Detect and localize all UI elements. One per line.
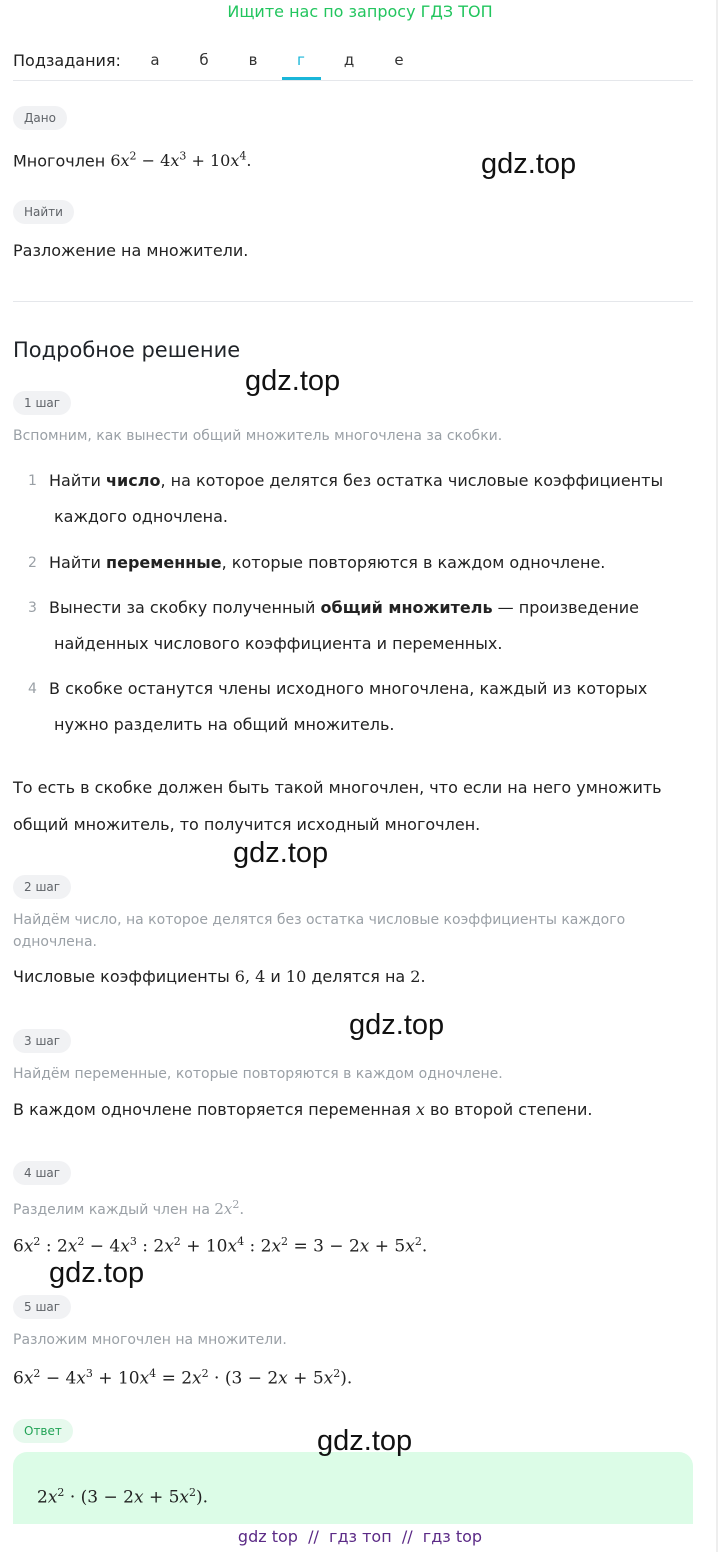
list-item: 1 Найти число, на которое делятся без остатка числовые коэффициенты каждого одночлена. [28, 471, 664, 526]
step-3-chip: 3 шаг [13, 1029, 71, 1053]
step-5-chip: 5 шаг [13, 1295, 71, 1319]
step-1-hint: Вспомним, как вынести общий множитель многочлена за скобки. [13, 428, 503, 444]
watermark: gdz.top [233, 837, 329, 869]
page-edge-rule [716, 0, 718, 1552]
tab-e[interactable]: е [394, 51, 404, 69]
watermark: gdz.top [317, 1425, 413, 1457]
tab-b[interactable]: б [199, 51, 209, 69]
find-text: Разложение на множители. [13, 241, 249, 260]
step-2-hint: Найдём число, на которое делятся без остатка числовые коэффициенты каждого одночлена. [13, 912, 626, 950]
tabs-divider [13, 80, 693, 81]
tab-d[interactable]: д [343, 51, 355, 69]
subtasks-label: Подзадания: [13, 51, 121, 70]
step-2-text: Числовые коэффициенты 6, 4 и 10 делятся на 2. [13, 967, 426, 986]
footer-links[interactable]: gdz top // гдз топ // гдз top [237, 1527, 483, 1546]
step-5-hint: Разложим многочлен на множители. [13, 1332, 287, 1348]
list-item: 3 Вынести за скобку полученный общий множитель — произведение найденных числового коэффициента и переменных. [28, 598, 639, 653]
step-4-expression: $6x^2$ : $2x^2 - 4x^3$ : $2x^2 + 10x^4$ : $2x^2 = 3 - 2x + 5x^2$. [13, 1235, 428, 1257]
search-banner: Ищите нас по запросу ГДЗ ТОП [227, 2, 493, 21]
step-2-chip: 2 шаг [13, 875, 71, 899]
step-1-chip: 1 шаг [13, 391, 71, 415]
find-chip: Найти [13, 200, 74, 224]
list-item: 2 Найти переменные, которые повторяются в каждом одночлене. [28, 553, 606, 572]
watermark: gdz.top [349, 1009, 445, 1041]
answer-chip: Ответ [13, 1419, 73, 1443]
step-4-chip: 4 шаг [13, 1161, 71, 1185]
tab-v[interactable]: в [248, 51, 258, 69]
watermark: gdz.top [49, 1257, 145, 1289]
step-3-text: В каждом одночлене повторяется переменная x во второй степени. [13, 1100, 593, 1119]
solution-title: Подробное решение [13, 338, 241, 362]
given-chip: Дано [13, 106, 67, 130]
list-item: 4 В скобке останутся члены исходного многочлена, каждый из которых нужно разделить на общий множитель. [28, 679, 648, 734]
step-1-note: То есть в скобке должен быть такой многочлен, что если на него умножить общий множитель, то получится исходный многочлен. [13, 778, 662, 834]
watermark: gdz.top [481, 148, 577, 180]
tab-a[interactable]: а [150, 51, 160, 69]
section-divider [13, 301, 693, 302]
step-5-expression: $6x^2 - 4x^3 + 10x^4 = 2x^2 \cdot (3 - 2x + 5x^2)$. [13, 1367, 353, 1389]
watermark: gdz.top [245, 365, 341, 397]
given-text: Многочлен $6x^2 - 4x^3 + 10x^4$. [13, 150, 252, 171]
step-4-hint: Разделим каждый член на $2x^2$. [13, 1198, 245, 1218]
answer-expression: $2x^2 \cdot (3 - 2x + 5x^2)$. [37, 1486, 209, 1508]
given-expression: $6x^2 - 4x^3 + 10x^4$. [110, 150, 252, 171]
step-3-hint: Найдём переменные, которые повторяются в каждом одночлене. [13, 1066, 503, 1082]
tab-g[interactable]: г [297, 51, 305, 69]
